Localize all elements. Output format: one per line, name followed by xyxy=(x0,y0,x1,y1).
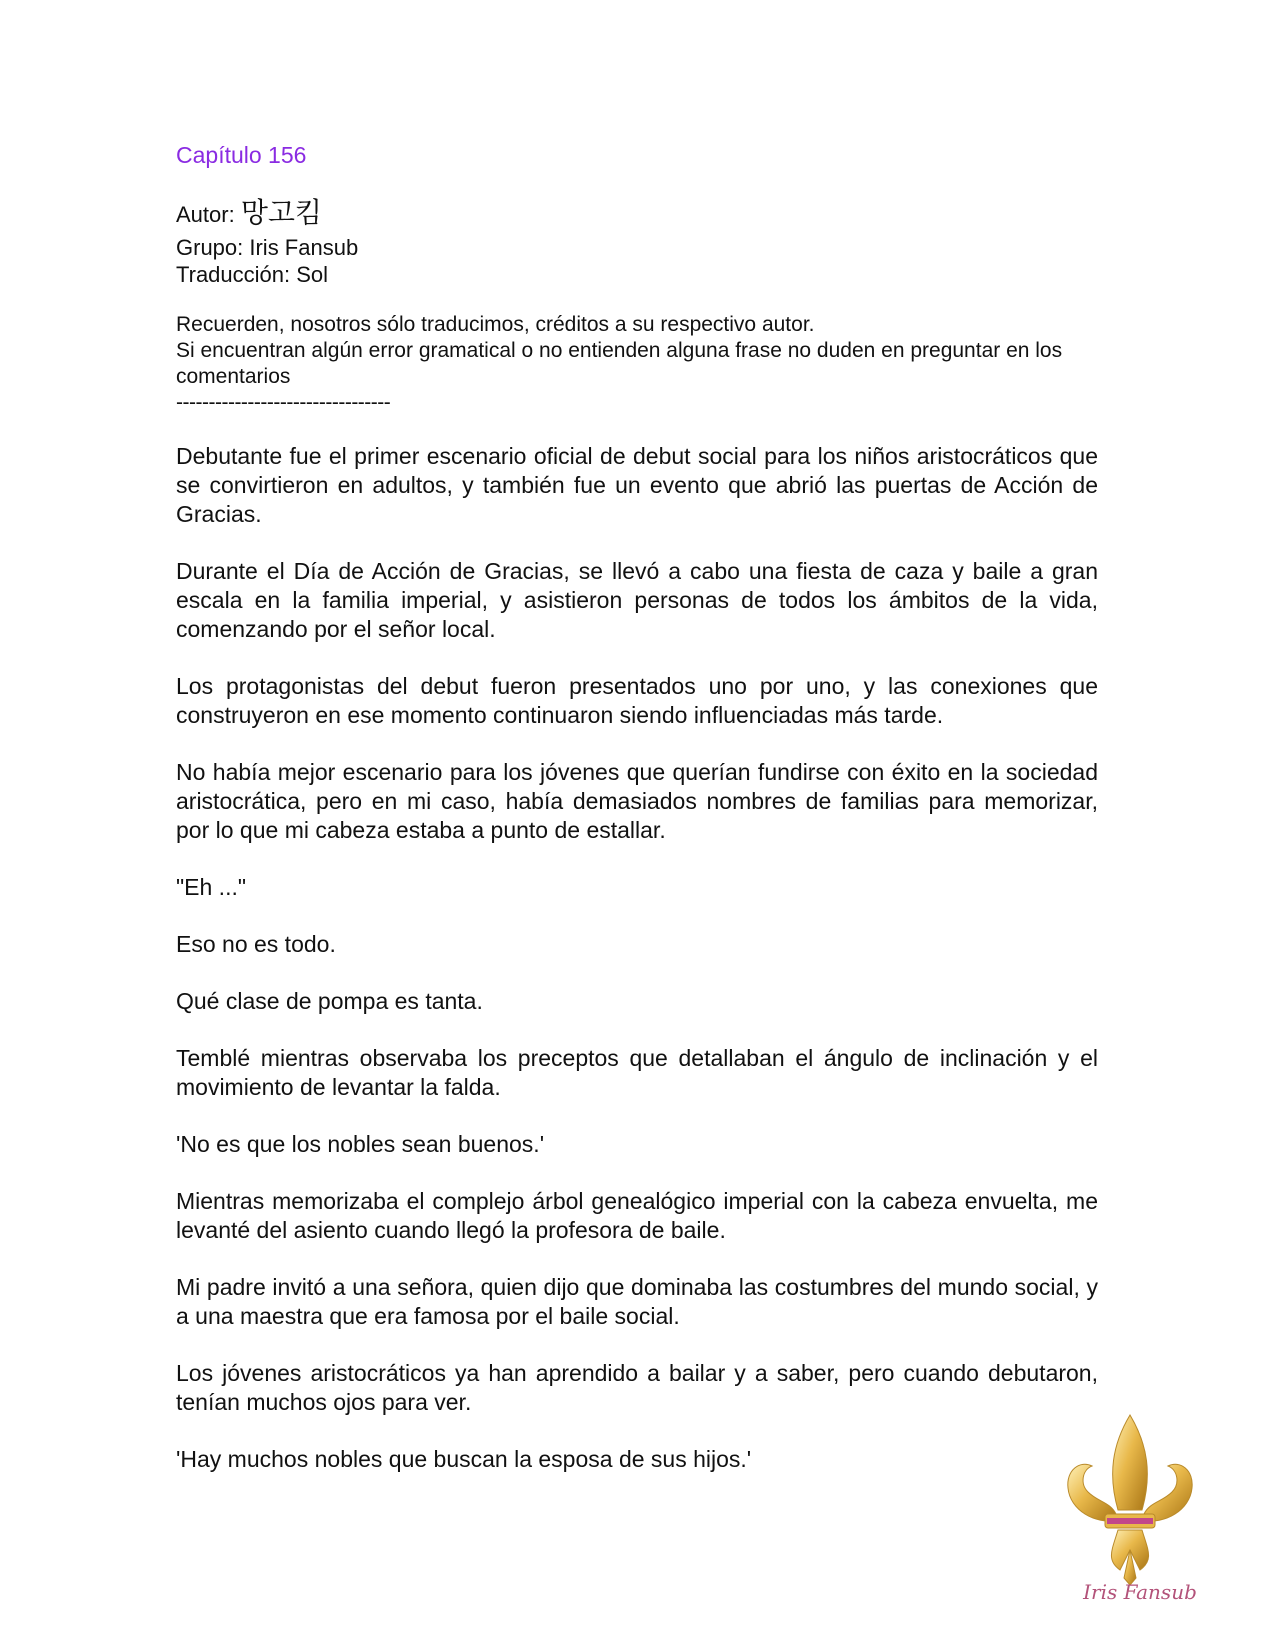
group-line: Grupo: Iris Fansub xyxy=(176,235,359,260)
paragraph: Mi padre invitó a una señora, quien dijo que dominaba las costumbres del mundo social, y a una maestra que era famosa por el baile social. xyxy=(176,1274,1098,1329)
paragraph: 'Hay muchos nobles que buscan la esposa de sus hijos.' xyxy=(176,1446,752,1472)
notice-line-2: Si encuentran algún error gramatical o no entienden alguna frase no duden en preguntar en los comentarios xyxy=(176,339,1063,388)
paragraph: No había mejor escenario para los jóvenes que querían fundirse con éxito en la sociedad aristocrática, pero en mi caso, había demasiados nombres de familias para memorizar, por lo que mi cabeza estaba a punto de estallar. xyxy=(176,759,1098,843)
paragraph: Temblé mientras observaba los preceptos que detallaban el ángulo de inclinación y el movimiento de levantar la falda. xyxy=(176,1045,1098,1100)
separator-line: --------------------------------- xyxy=(176,391,391,414)
notice-line-1: Recuerden, nosotros sólo traducimos, créditos a su respectivo autor. xyxy=(176,313,815,336)
chapter-title: Capítulo 156 xyxy=(176,142,307,168)
paragraph: Los jóvenes aristocráticos ya han aprendido a bailar y a saber, pero cuando debutaron, tenían muchos ojos para ver. xyxy=(176,1360,1098,1415)
translator-notice xyxy=(176,312,1098,390)
paragraph: "Eh ..." xyxy=(176,874,247,900)
watermark-text: Iris Fansub xyxy=(1083,1580,1197,1604)
chapter-body xyxy=(176,442,1098,1474)
author-line xyxy=(176,194,1098,234)
paragraph: 'No es que los nobles sean buenos.' xyxy=(176,1131,545,1157)
paragraph: Eso no es todo. xyxy=(176,931,336,957)
paragraph: Durante el Día de Acción de Gracias, se llevó a cabo una fiesta de caza y baile a gran escala en la familia imperial, y asistieron personas de todos los ámbitos de la vida, comenzando por el señor local. xyxy=(176,558,1098,642)
author-label: Autor: xyxy=(176,202,241,227)
author-name: 망고킴 xyxy=(240,196,322,229)
translation-line: Traducción: Sol xyxy=(176,262,329,287)
paragraph: Los protagonistas del debut fueron presentados uno por uno, y las conexiones que construyeron en ese momento continuaron siendo influenciadas más tarde. xyxy=(176,673,1098,728)
paragraph: Debutante fue el primer escenario oficial de debut social para los niños aristocráticos que se convirtieron en adultos, y también fue un evento que abrió las puertas de Acción de Gracias. xyxy=(176,443,1098,527)
document-page xyxy=(176,140,1098,1502)
paragraph: Mientras memorizaba el complejo árbol genealógico imperial con la cabeza envuelta, me levanté del asiento cuando llegó la profesora de baile. xyxy=(176,1188,1098,1243)
paragraph: Qué clase de pompa es tanta. xyxy=(176,988,483,1014)
